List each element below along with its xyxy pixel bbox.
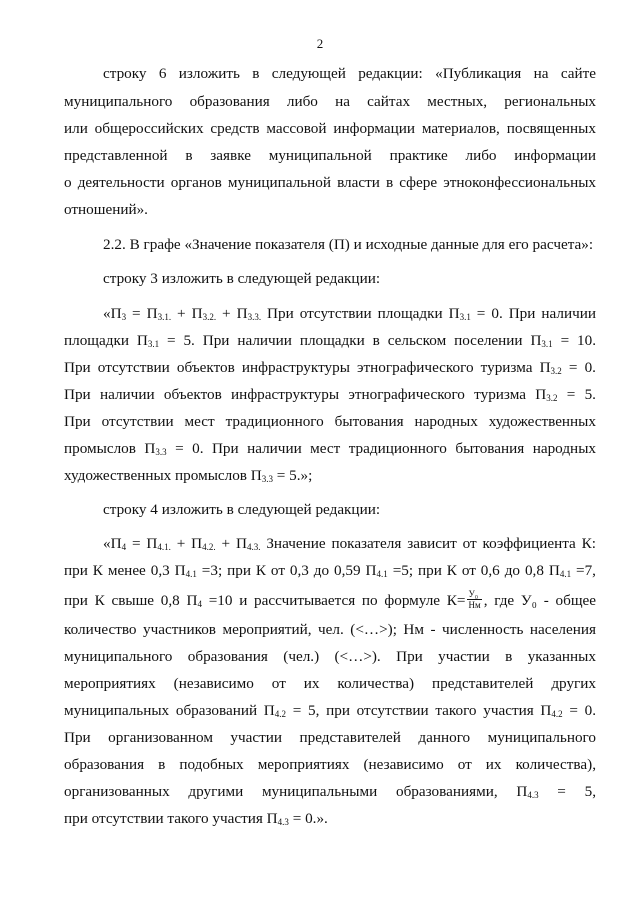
- text-line: образования в подобных мероприятиях (независимо от их количества),: [64, 756, 596, 773]
- text-line: При организованном участии представителей данного муниципального: [64, 729, 596, 746]
- text-line: муниципального образования либо на сайтах местных, региональных: [64, 93, 596, 110]
- fraction: $\frac{\text{У₀}}{Нм}$: [468, 589, 481, 610]
- text-line: муниципального образования (чел.) (<…>). При участии в указанных: [64, 648, 596, 665]
- page-number: 2: [316, 36, 324, 51]
- formula-line: «$П_3 = П_{3.1.} + П_{3.2.} + П_{3.3.}$ При отсутствии площадки $П_{3.1} = 0$. При наличии: [103, 305, 596, 322]
- section-heading: 2.2. В графе «Значение показателя (П) и исходные данные для его расчета»:: [103, 236, 594, 253]
- text-line: строку 3 изложить в следующей редакции:: [103, 270, 381, 287]
- text-line: или общероссийских средств массовой информации материалов, посвященных: [64, 120, 596, 137]
- text-line: отношений».: [64, 201, 148, 218]
- text-line: при К менее 0,3 $П_{4.1} =3$; при К от 0,3 до 0,59 $П_{4.1} =5$; при К от 0,6 до 0,8 $П_{4.1} =7$,: [64, 562, 596, 579]
- text-line: строку 6 изложить в следующей редакции: «Публикация на сайте: [103, 65, 596, 82]
- text-line: строку 4 изложить в следующей редакции:: [103, 501, 381, 518]
- text-line: При отсутствии мест традиционного бытования народных художественных: [64, 413, 596, 430]
- text-line: о деятельности органов муниципальной власти в сфере этноконфессиональных: [64, 174, 596, 191]
- text-line: мероприятиях (независимо от их количества) представителей других: [64, 675, 596, 692]
- text-line: промыслов $П_{3.3} = 0$. При наличии мест традиционного бытования народных: [64, 440, 596, 457]
- text-line: При отсутствии объектов инфраструктуры этнографического туризма $П_{3.2} = 0$.: [64, 359, 596, 376]
- text-line: представленной в заявке муниципальной практике либо информации: [64, 147, 596, 164]
- text-line: площадки $П_{3.1} = 5$. При наличии площадки в сельском поселении $П_{3.1} = 10$.: [64, 332, 597, 349]
- text-line: художественных промыслов $П_{3.3} = 5$.»;: [64, 467, 313, 484]
- text-line: количество участников мероприятий, чел. (<…>); Нм - численность населения: [64, 621, 596, 638]
- text-line: При наличии объектов инфраструктуры этнографического туризма $П_{3.2} = 5$.: [64, 386, 596, 403]
- text-line: организованных другими муниципальными образованиями, $П_{4.3} = 5$,: [64, 783, 596, 800]
- text-line: при отсутствии такого участия $П_{4.3} = 0$.».: [64, 810, 328, 827]
- formula-line: «$П_4 = П_{4.1.} + П_{4.2.} + П_{4.3.}$ Значение показателя зависит от коэффициента К:: [103, 535, 596, 552]
- formula-line: при К свыше 0,8 $П_4 =10$ и рассчитывается по формуле К= $\frac{\text{У₀}}{Нм}$ , где У₀ - общее: [64, 589, 596, 610]
- text-line: муниципальных образований $П_{4.2} = 5$, при отсутствии такого участия $П_{4.2} = 0$.: [64, 702, 596, 719]
